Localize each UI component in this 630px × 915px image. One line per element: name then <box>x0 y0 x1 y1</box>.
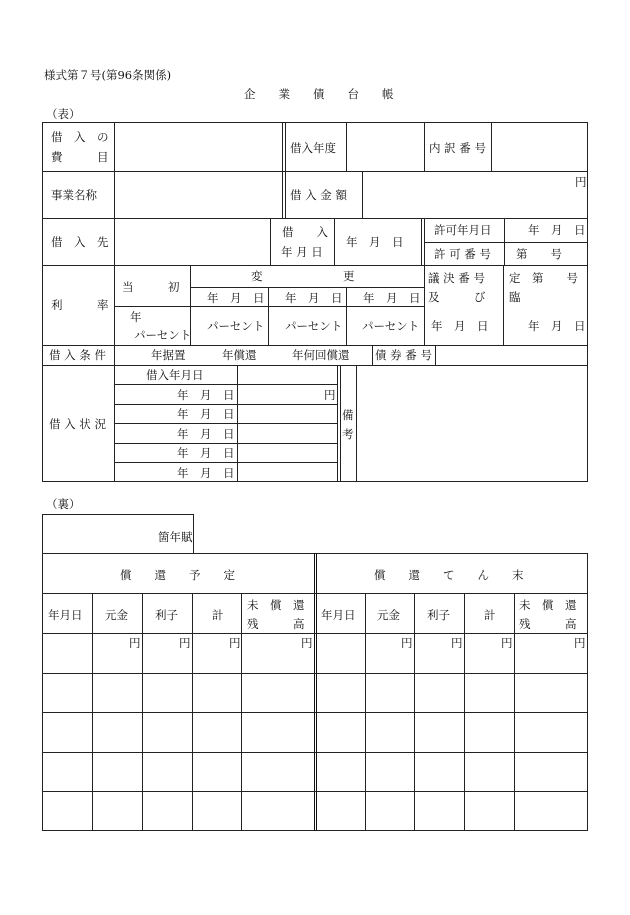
rinji-label: 臨 <box>509 290 521 304</box>
plan-total-yen: 円 <box>229 636 241 650</box>
back-label: （裏） <box>46 497 81 511</box>
project-name-label: 事業名称 <box>51 188 97 202</box>
resolution-date: 年 月 日 <box>431 319 489 333</box>
actual-col-unpaid-line2: 残 高 <box>519 617 577 631</box>
status-date-5: 年 月 日 <box>177 466 235 480</box>
borrow-date-label-line2: 年 月 日 <box>281 245 323 259</box>
borrow-year-label: 借入年度 <box>290 141 336 155</box>
terms-grace: 年据置 <box>151 348 186 362</box>
actual-col-date: 年月日 <box>321 608 356 622</box>
status-date-1: 年 月 日 <box>177 388 235 402</box>
bond-number-label: 債 券 番 号 <box>375 348 432 362</box>
repayment-actual-label: 償 還 て ん 末 <box>374 568 524 582</box>
amount-yen-unit: 円 <box>575 175 587 189</box>
actual-col-unpaid-line1: 未 償 還 <box>519 598 577 612</box>
purpose-label-line1: 借 入 の <box>51 130 109 144</box>
interest-rate-label: 利 率 <box>51 298 109 312</box>
status-yen-unit: 円 <box>324 388 336 402</box>
plan-unpaid-yen: 円 <box>301 636 313 650</box>
borrow-terms-label: 借 入 条 件 <box>49 348 106 362</box>
change-percent-3: パーセント <box>362 319 420 333</box>
change-date-3: 年 月 日 <box>363 291 421 305</box>
lender-label: 借 入 先 <box>51 235 109 249</box>
plan-col-date: 年月日 <box>48 608 83 622</box>
resolution-number-value: 定 第 号 <box>509 271 578 285</box>
borrow-amount-label: 借 入 金 額 <box>290 188 347 202</box>
permit-number-label: 許 可 番 号 <box>434 247 491 261</box>
plan-col-unpaid-line2: 残 高 <box>247 617 305 631</box>
plan-col-interest: 利子 <box>155 608 178 622</box>
permit-date-label: 許可年月日 <box>434 223 492 237</box>
borrow-date-value: 年 月 日 <box>346 235 404 249</box>
plan-col-principal: 元金 <box>105 608 128 622</box>
initial-year-unit: 年 <box>130 310 142 324</box>
actual-interest-yen: 円 <box>451 636 463 650</box>
remarks-label-line1: 備 <box>342 408 354 422</box>
terms-repayment: 年償還 <box>222 348 257 362</box>
page-title: 企 業 債 台 帳 <box>244 87 394 101</box>
initial-percent-unit: パーセント <box>134 328 192 342</box>
initial-rate-label: 当 初 <box>122 280 180 294</box>
actual-col-total: 計 <box>484 608 496 622</box>
breakdown-number-label: 内 訳 番 号 <box>429 141 486 155</box>
resolution-number-label-line1: 議 決 番 号 <box>428 271 485 285</box>
borrow-date-label-line1: 借 入 <box>282 225 328 239</box>
plan-interest-yen: 円 <box>179 636 191 650</box>
annuity-label: 箇年賦 <box>158 530 193 544</box>
status-date-2: 年 月 日 <box>177 407 235 421</box>
terms-times: 年何回償還 <box>292 348 350 362</box>
change-label: 変 更 <box>251 269 355 283</box>
status-date-3: 年 月 日 <box>177 427 235 441</box>
actual-total-yen: 円 <box>501 636 513 650</box>
change-date-1: 年 月 日 <box>207 291 265 305</box>
plan-principal-yen: 円 <box>129 636 141 650</box>
actual-unpaid-yen: 円 <box>574 636 586 650</box>
repayment-plan-label: 償 還 予 定 <box>120 568 235 582</box>
permit-date-value: 年 月 日 <box>528 223 586 237</box>
plan-col-total: 計 <box>212 608 224 622</box>
actual-col-interest: 利子 <box>427 608 450 622</box>
resolution-number-label-line2: 及 び <box>428 290 486 304</box>
front-label: （表） <box>46 107 81 121</box>
change-date-2: 年 月 日 <box>285 291 343 305</box>
change-percent-1: パーセント <box>207 319 265 333</box>
rinji-date: 年 月 日 <box>528 319 586 333</box>
status-date-header: 借入年月日 <box>146 368 204 382</box>
purpose-label-line2: 費 目 <box>51 150 109 164</box>
actual-principal-yen: 円 <box>401 636 413 650</box>
permit-number-value: 第 号 <box>516 247 562 261</box>
actual-col-principal: 元金 <box>377 608 400 622</box>
borrow-status-label: 借 入 状 況 <box>49 417 106 431</box>
remarks-label-line2: 考 <box>342 427 354 441</box>
status-date-4: 年 月 日 <box>177 446 235 460</box>
plan-col-unpaid-line1: 未 償 還 <box>247 598 305 612</box>
change-percent-2: パーセント <box>285 319 343 333</box>
form-number: 様式第７号(第96条関係) <box>44 68 172 82</box>
